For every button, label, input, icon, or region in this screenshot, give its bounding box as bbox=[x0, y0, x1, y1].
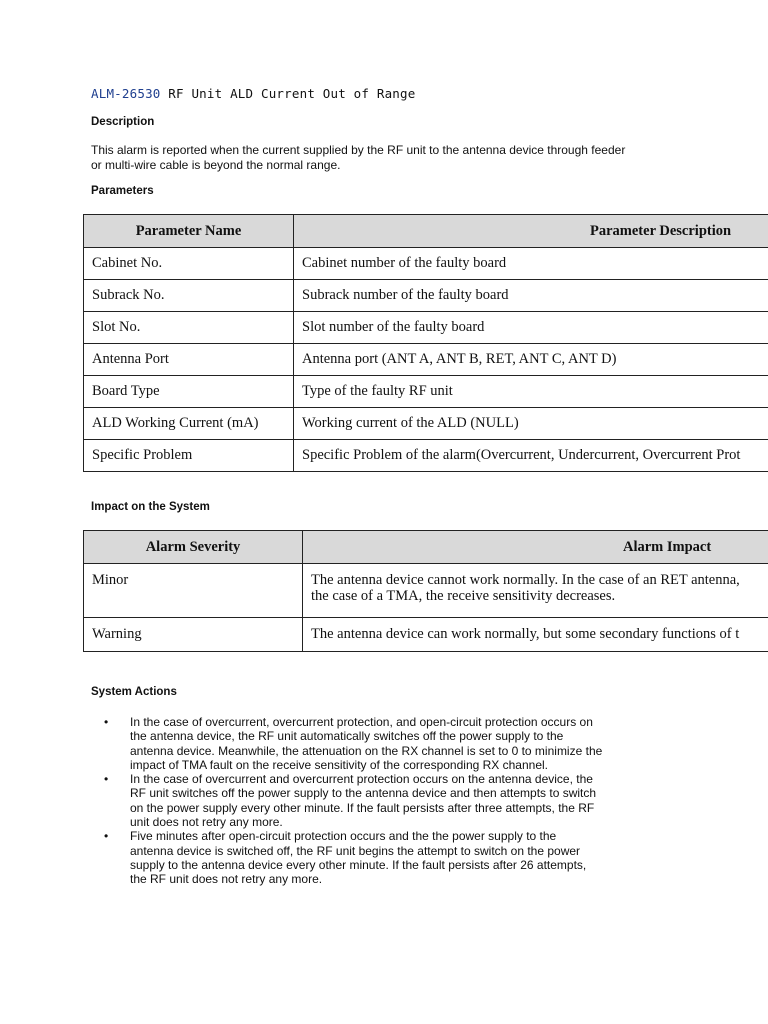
list-item bbox=[91, 772, 651, 829]
parameters-heading: Parameters bbox=[91, 185, 154, 197]
parameter-description-cell: Working current of the ALD (NULL) bbox=[294, 408, 768, 440]
parameter-name-cell: Antenna Port bbox=[84, 344, 294, 376]
bullet-icon: • bbox=[104, 829, 109, 844]
table-row bbox=[84, 618, 768, 652]
table-header-row bbox=[84, 531, 768, 564]
description-heading: Description bbox=[91, 116, 155, 128]
table-row bbox=[84, 440, 768, 472]
list-item-line: impact of TMA fault on the receive sensitivity of the corresponding RX channel. bbox=[130, 757, 548, 772]
table-row bbox=[84, 344, 768, 376]
alarm-impact-line: the case of a TMA, the receive sensitivity decreases. bbox=[311, 588, 616, 604]
parameter-description-cell: Cabinet number of the faulty board bbox=[294, 248, 768, 280]
parameter-description-cell: Specific Problem of the alarm(Overcurrent, Undercurrent, Overcurrent Prot bbox=[294, 440, 768, 472]
column-header-alarm-severity: Alarm Severity bbox=[84, 531, 303, 564]
column-header-alarm-impact: Alarm Impact bbox=[303, 531, 768, 564]
table-row bbox=[84, 408, 768, 440]
bullet-icon: • bbox=[104, 772, 109, 787]
system-actions-heading: System Actions bbox=[91, 686, 177, 698]
parameter-name-cell: Board Type bbox=[84, 376, 294, 408]
list-item-line: unit does not retry any more. bbox=[130, 815, 283, 830]
list-item-line: the RF unit does not retry any more. bbox=[130, 872, 323, 887]
alarm-impact-line: The antenna device cannot work normally. In the case of an RET antenna, bbox=[311, 572, 740, 588]
table-row bbox=[84, 376, 768, 408]
alarm-impact-cell bbox=[303, 618, 768, 652]
table-row bbox=[84, 248, 768, 280]
column-header-parameter-description: Parameter Description bbox=[294, 215, 768, 248]
list-item-line: antenna device. Meanwhile, the attenuation on the RX channel is set to 0 to minimize the bbox=[130, 743, 603, 758]
table-row bbox=[84, 280, 768, 312]
list-item-line: antenna device is switched off, the RF unit begins the attempt to switch on the power bbox=[130, 843, 581, 858]
alarm-severity-cell: Warning bbox=[84, 618, 303, 652]
parameters-table bbox=[83, 214, 768, 472]
list-item-line: RF unit switches off the power supply to the antenna device and then attempts to switch bbox=[130, 786, 597, 801]
list-item bbox=[91, 829, 651, 886]
column-header-parameter-name: Parameter Name bbox=[84, 215, 294, 248]
list-item-line: In the case of overcurrent and overcurrent protection occurs on the antenna device, the bbox=[130, 772, 593, 787]
parameter-name-cell: Cabinet No. bbox=[84, 248, 294, 280]
table-header-row bbox=[84, 215, 768, 248]
alarm-severity-cell: Minor bbox=[84, 564, 303, 618]
list-item bbox=[91, 715, 651, 772]
parameter-description-cell: Slot number of the faulty board bbox=[294, 312, 768, 344]
list-item-line: the antenna device, the RF unit automatically switches off the power supply to the bbox=[130, 729, 564, 744]
parameter-name-cell: ALD Working Current (mA) bbox=[84, 408, 294, 440]
alarm-impact-line: The antenna device can work normally, but some secondary functions of t bbox=[311, 626, 740, 642]
list-item-line: supply to the antenna device every other minute. If the fault persists after 26 attempts, bbox=[130, 857, 587, 872]
parameter-description-cell: Type of the faulty RF unit bbox=[294, 376, 768, 408]
list-item-line: Five minutes after open-circuit protection occurs and the the power supply to the bbox=[130, 829, 557, 844]
alarm-code: ALM-26530 bbox=[91, 86, 161, 101]
description-line: or multi-wire cable is beyond the normal range. bbox=[91, 158, 341, 172]
list-item-line: on the power supply every other minute. If the fault persists after three attempts, the RF bbox=[130, 800, 595, 815]
impact-table bbox=[83, 530, 768, 652]
alarm-impact-cell bbox=[303, 564, 768, 618]
description-line: This alarm is reported when the current supplied by the RF unit to the antenna device through feeder bbox=[91, 143, 626, 157]
table-row bbox=[84, 312, 768, 344]
parameter-description-cell: Subrack number of the faulty board bbox=[294, 280, 768, 312]
system-actions-list bbox=[91, 715, 651, 887]
parameter-name-cell: Specific Problem bbox=[84, 440, 294, 472]
parameter-name-cell: Slot No. bbox=[84, 312, 294, 344]
alarm-name: RF Unit ALD Current Out of Range bbox=[168, 86, 416, 101]
parameter-description-cell: Antenna port (ANT A, ANT B, RET, ANT C, ANT D) bbox=[294, 344, 768, 376]
table-row bbox=[84, 564, 768, 618]
bullet-icon: • bbox=[104, 715, 109, 729]
parameter-name-cell: Subrack No. bbox=[84, 280, 294, 312]
alarm-title bbox=[91, 86, 416, 101]
impact-heading: Impact on the System bbox=[91, 501, 210, 513]
description-text bbox=[91, 143, 691, 173]
list-item-line: In the case of overcurrent, overcurrent protection, and open-circuit protection occurs on bbox=[130, 715, 593, 729]
